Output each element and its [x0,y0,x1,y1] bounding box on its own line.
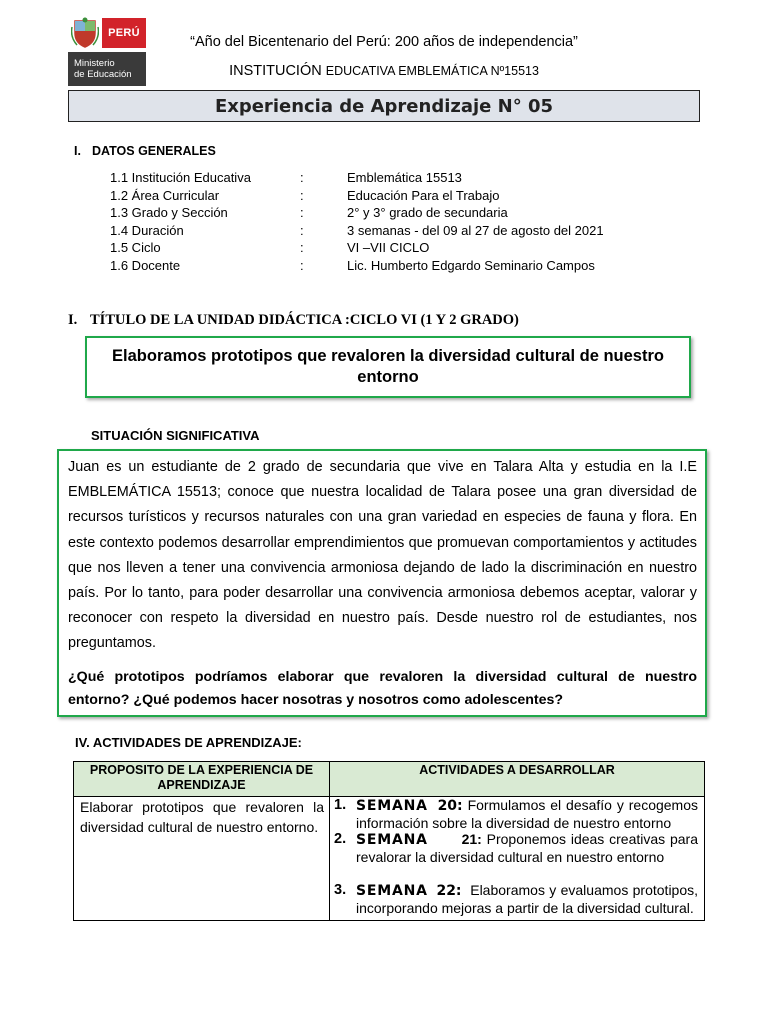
col-header-proposito: PROPOSITO DE LA EXPERIENCIA DE APRENDIZAJE [74,762,330,797]
datos-generales-label: 1.5 Ciclo [110,240,161,255]
week-item: 1. SEMANA 20: Formulamos el desafío y recogemos información sobre la diversidad de nuestro entorno [334,797,699,831]
datos-generales-label: 1.3 Grado y Sección [110,205,228,220]
school-name: INSTITUCIÓN EDUCATIVA EMBLEMÁTICA Nº15513 [229,63,539,79]
week-item: 3. SEMANA 22: Elaboramos y evaluamos prototipos, incorporando mejoras a partir de la diversidad cultural. [334,882,699,916]
datos-generales-value: Emblemática 15513 [347,170,462,185]
situacion-text: Juan es un estudiante de 2 grado de secundaria que vive en Talara Alta y estudia en la I.E EMBLEMÁTICA 15513; conoce que nuestra localidad de Talara posee una gran diversidad de recursos turísticos y recursos naturales con una gran variedad en especies de fauna y flora. En este contexto podemos desarrollar emprendimientos que promuevan comportamientos y actitudes que nos lleven a tener una convivencia armoniosa dejando de lado la discriminación en nuestro país. Por lo tanto, para poder desarrollar una convivencia armoniosa debemos aceptar, valorar y reconocer con respeto la diversidad en nuestro país. Desde nuestro rol de estudiantes, nos preguntamos. [68,459,697,652]
table-header-row [74,762,705,797]
document-title: Experiencia de Aprendizaje N° 05 [214,95,554,117]
proposito-cell: Elaborar prototipos que revaloren la diversidad cultural de nuestro entorno. [74,797,330,921]
datos-generales-label: 1.2 Área Curricular [110,188,220,203]
document-title-box [68,90,700,122]
datos-generales-value: VI –VII CICLO [347,240,430,255]
section-actividades-heading: IV. ACTIVIDADES DE APRENDIZAJE: [75,735,302,750]
situacion-question: ¿Qué prototipos podríamos elaborar que revaloren la diversidad cultural de nuestro entorno? ¿Qué podemos hacer nosotras y nosotros como adolescentes? [68,668,697,709]
datos-generales-label: 1.4 Duración [110,223,184,238]
logo-country-label: PERÚ [102,18,146,48]
section-titulo-unidad-heading: I. TÍTULO DE LA UNIDAD DIDÁCTICA :CICLO VI (1 Y 2 GRADO) [68,312,519,328]
datos-generales-colon: : [300,188,304,203]
datos-generales-colon: : [300,258,304,273]
activities-cell [330,797,705,921]
situacion-box [57,449,707,717]
activities-table [73,761,705,921]
unit-title: Elaboramos prototipos que revaloren la diversidad cultural de nuestro entorno [112,347,664,386]
datos-generales-colon: : [300,205,304,220]
datos-generales-colon: : [300,170,304,185]
datos-generales-colon: : [300,223,304,238]
datos-generales-value: Educación Para el Trabajo [347,188,500,203]
datos-generales-value: 2° y 3° grado de secundaria [347,205,508,220]
week-item: 2. SEMANA 21: Proponemos ideas creativas para revalorar la diversidad cultural en nuestro entorno [334,831,698,865]
year-motto: “Año del Bicentenario del Perú: 200 años de independencia” [190,34,578,50]
datos-generales-label: 1.1 Institución Educativa [110,170,251,185]
datos-generales-value: Lic. Humberto Edgardo Seminario Campos [347,258,595,273]
datos-generales-value: 3 semanas - del 09 al 27 de agosto del 2021 [347,223,604,238]
section-datos-generales-heading: I. DATOS GENERALES [74,144,216,158]
datos-generales-colon: : [300,240,304,255]
unit-title-box [85,336,691,398]
datos-generales-label: 1.6 Docente [110,258,181,273]
table-row [74,797,705,921]
logo-ministry-label: Ministerio de Educación [68,52,146,86]
situacion-heading: SITUACIÓN SIGNIFICATIVA [91,428,260,443]
col-header-actividades: ACTIVIDADES A DESARROLLAR [330,762,705,797]
